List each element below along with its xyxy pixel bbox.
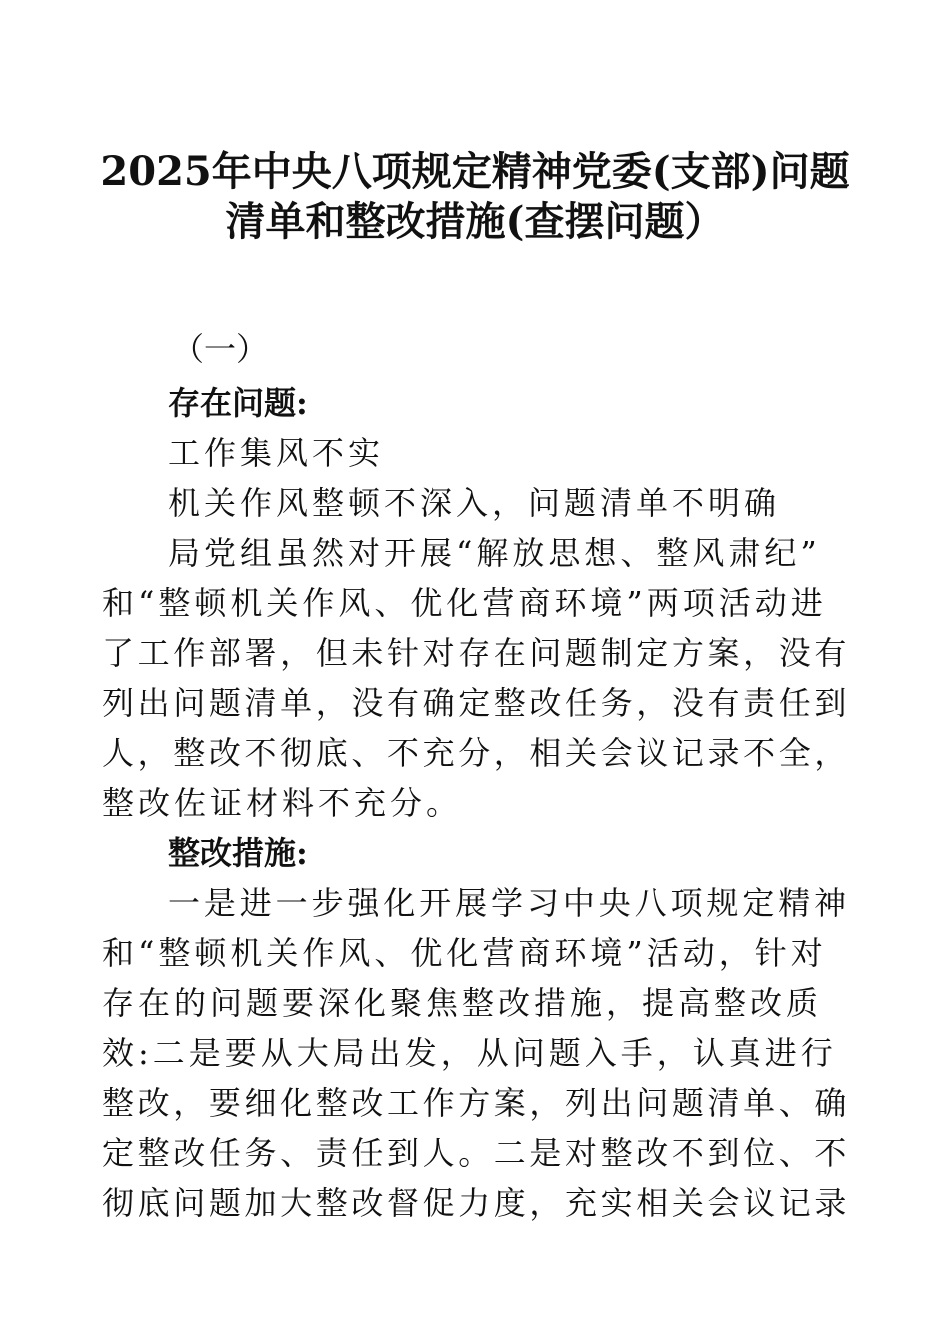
measures-paragraph-line: 和“整顿机关作风、优化营商环境”活动，针对 <box>102 934 827 972</box>
problem-paragraph-line: 人，整改不彻底、不充分，相关会议记录不全， <box>102 734 851 772</box>
document-title-line-1: 2025年中央八项规定精神党委(支部)问题 <box>100 148 850 195</box>
measures-paragraph-line: 效:二是要从大局出发，从问题入手，认真进行 <box>102 1034 837 1072</box>
measures-heading: 整改措施: <box>168 834 308 872</box>
measures-paragraph-line: 彻底问题加大整改督促力度，充实相关会议记录 <box>102 1184 851 1222</box>
document-title-line-2: 清单和整改措施(查摆问题） <box>225 198 725 245</box>
measures-paragraph-line: 存在的问题要深化聚焦整改措施，提高整改质 <box>102 984 823 1022</box>
problem-paragraph-line: 局党组虽然对开展“解放思想、整风肃纪” <box>168 534 821 572</box>
problems-heading: 存在问题: <box>168 384 308 422</box>
measures-paragraph-line: 整改，要细化整改工作方案，列出问题清单、确 <box>102 1084 851 1122</box>
problem-item-2: 机关作风整顿不深入，问题清单不明确 <box>168 484 781 522</box>
measures-paragraph-line: 一是进一步强化开展学习中央八项规定精神 <box>168 884 851 922</box>
problem-paragraph-line: 和“整顿机关作风、优化营商环境”两项活动进 <box>102 584 827 622</box>
section-number: （一） <box>172 330 269 368</box>
problem-paragraph-line: 整改佐证材料不充分。 <box>102 784 463 822</box>
problem-item-1: 工作集风不实 <box>168 434 385 472</box>
measures-paragraph-line: 定整改任务、责任到人。二是对整改不到位、不 <box>102 1134 851 1172</box>
problem-paragraph-line: 了工作部署，但未针对存在问题制定方案，没有 <box>102 634 851 672</box>
problem-paragraph-line: 列出问题清单，没有确定整改任务，没有责任到 <box>102 684 851 722</box>
